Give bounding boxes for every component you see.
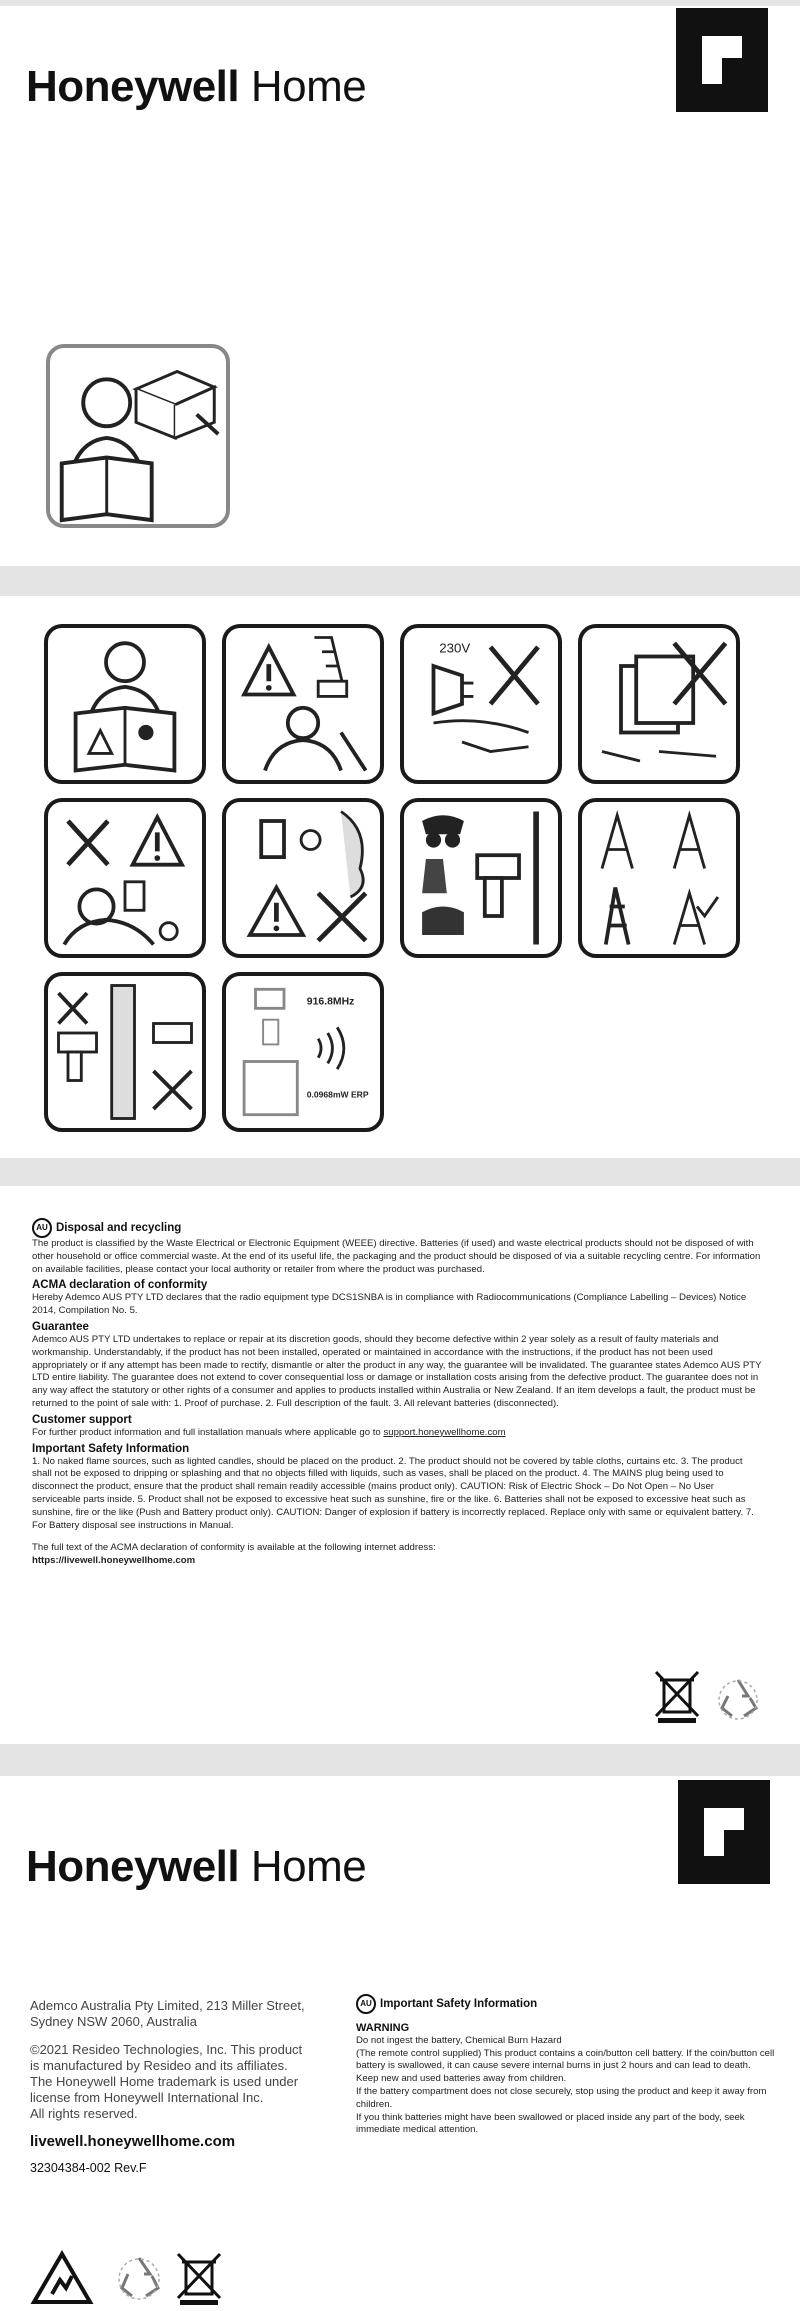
ladder-safety-icon <box>578 798 740 958</box>
svg-text:230V: 230V <box>439 640 471 656</box>
battery-line: Keep new and used batteries away from children. <box>356 2073 567 2085</box>
battery-safety-heading: AU Important Safety Information <box>356 1994 776 2014</box>
child-tool-warning-icon <box>222 624 384 784</box>
company-website[interactable]: livewell.honeywellhome.com <box>30 2133 236 2150</box>
fulltext-text: The full text of the ACMA declaration of conformity is available at the following internet address: <box>32 1542 436 1554</box>
au-badge-back: AU <box>356 1994 376 2014</box>
acma-heading: ACMA declaration of conformity <box>32 1279 208 1292</box>
guarantee-text: Ademco AUS PTY LTD undertakes to replace or repair at its discretion goods, should they become defective within 2 year solely as a result of faulty materials and workmanship. Understandably, if the product has not been installed, operated or maintained in accordance with the instructions, if the product has not been used appropriately or if any attempt has been made to rectify, dismantle or alter the product in any way, the guarantee will be invalidated. The guarantee states Ademco AUS PTY LTD entire liability. The guarantee does not extend to cover consequential loss or damage or installation costs arising from the defective product. The guarantee does not in any way affect the statutory or other rights of a consumer and applies to products installed within Australia or New Zealand. If an item develops a fault, the product must be returned to the point of sale with: 1. Proof of purchase. 2. Full description of the fault. 3. All relevant batteries (disconnected). <box>32 1333 762 1409</box>
recycle-icon-back <box>114 2254 164 2304</box>
protective-equipment-icon <box>400 798 562 958</box>
recycle-icon <box>714 1676 762 1722</box>
rcm-compliance-icon <box>30 2250 94 2306</box>
radio-frequency-icon <box>222 972 384 1132</box>
fulltext-link[interactable]: https://livewell.honeywellhome.com <box>32 1555 196 1567</box>
pictogram-panel <box>0 596 800 1158</box>
au-badge: AU <box>32 1218 52 1238</box>
safety-text: 1. No naked flame sources, such as lighted candles, should be placed on the product. 2. The product should not be covered by table cloths, curtains etc. 3. The product shall not be exposed to dripping or splashing and that no objects filled with liquids, such as vases, shall be placed on the product. 4. The MAINS plug being used to disconnect the product, ensure that the product shall remain readily accessible (mains product only). CAUTION: Risk of Electric Shock – Do Not Open – No User serviceable parts inside. 5. Product shall not be exposed to excessive heat such as sunshine, fire or the like. 6. Batteries shall not be exposed to excessive heat such as sunshine, fire or the like (Push and Battery product only). CAUTION: Danger of explosion if battery is incorrectly replaced. Replace only with same or equivalent battery. 7. For Battery disposal see instructions in Manual. <box>32 1455 754 1531</box>
battery-line: (The remote control supplied) This product contains a coin/button cell battery. If the coin/button cell battery is swallowed, it can cause severe internal burns in just 2 hours and can lead to death. <box>356 2047 775 2072</box>
support-text: For further product information and full installation manuals where applicable go to support.honeywellhome.com <box>32 1426 506 1438</box>
support-heading: Customer support <box>32 1413 132 1426</box>
battery-swallow-warning-icon <box>222 798 384 958</box>
legal-text-panel <box>0 1186 800 1744</box>
disposal-heading: AU Disposal and recycling <box>32 1218 764 1238</box>
company-rights: All rights reserved. <box>30 2106 138 2121</box>
guarantee-heading: Guarantee <box>32 1320 89 1333</box>
child-battery-warning-icon <box>44 798 206 958</box>
brand-mark-icon <box>676 8 768 112</box>
disposal-text: The product is classified by the Waste Electrical or Electronic Equipment (WEEE) directive. Batteries (if used) and waste electrical products should not be disposed of with other household or office commercial waste. At the end of its useful life, the packaging and the product should be disposed of via a suitable recycling centre. For information on available facilities, please contact your local authority or retailer from where the product was purchased. <box>32 1238 761 1275</box>
safety-heading: Important Safety Information <box>32 1442 190 1455</box>
drill-cable-warning-icon <box>44 972 206 1132</box>
svg-text:916.8MHz: 916.8MHz <box>306 996 355 1008</box>
brand-logo-text-back: Honeywell Home <box>26 1842 367 1891</box>
read-instructions-icon <box>46 344 230 528</box>
brand-mark-icon-back <box>678 1780 770 1884</box>
document-code: 32304384-002 Rev.F <box>30 2161 147 2175</box>
weee-bin-icon-back <box>176 2250 222 2306</box>
weee-bin-icon <box>652 1668 702 1724</box>
battery-safety <box>356 1994 776 2137</box>
battery-line: If you think batteries might have been swallowed or placed inside any part of the body, seek immediate medical attention. <box>356 2111 745 2136</box>
read-manual-icon <box>44 624 206 784</box>
brand-logo-text: Honeywell Home <box>26 62 367 111</box>
battery-warning-label: WARNING <box>356 2022 410 2034</box>
company-copyright: ©2021 Resideo Technologies, Inc. This product is manufactured by Resideo and its affiliates. <box>30 2042 303 2073</box>
legal-text <box>32 1216 764 1568</box>
company-address: Ademco Australia Pty Limited, 213 Miller Street, Sydney NSW 2060, Australia <box>30 1998 305 2029</box>
svg-text:0.0968mW ERP: 0.0968mW ERP <box>306 1089 369 1100</box>
battery-line: Do not ingest the battery, Chemical Burn Hazard <box>356 2034 562 2046</box>
back-cover-panel <box>0 1776 800 2311</box>
support-link[interactable]: support.honeywellhome.com <box>383 1426 506 1438</box>
company-trademark: The Honeywell Home trademark is used under license from Honeywell International Inc. <box>30 2074 299 2105</box>
acma-text: Hereby Ademco AUS PTY LTD declares that the radio equipment type DCS1SNBA is in compliance with Radiocommunications (Compliance Labelling – Devices) Notice 2014, Compilation No. 5. <box>32 1292 747 1317</box>
battery-line: If the battery compartment does not close securely, stop using the product and keep it away from children. <box>356 2085 767 2110</box>
no-disassemble-icon <box>578 624 740 784</box>
cover-panel <box>0 6 800 566</box>
company-info <box>30 1998 310 2176</box>
mains-power-warning-icon <box>400 624 562 784</box>
